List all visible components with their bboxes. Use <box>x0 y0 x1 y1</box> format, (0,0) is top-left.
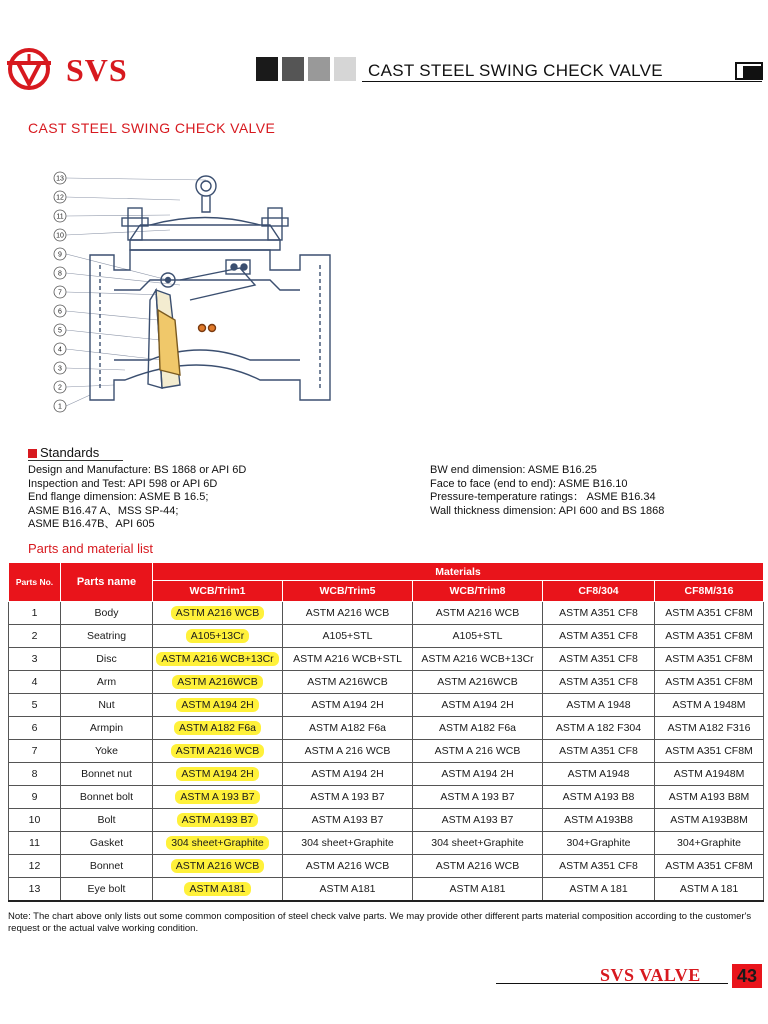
material-cell: ASTM A351 CF8 <box>543 602 655 625</box>
material-cell: ASTM A181 <box>413 878 543 902</box>
part-number-cell: 13 <box>9 878 61 902</box>
table-row <box>9 809 764 832</box>
material-cell: ASTM A351 CF8 <box>543 671 655 694</box>
material-cell: ASTM A 216 WCB <box>283 740 413 763</box>
table-row <box>9 602 764 625</box>
table-row <box>9 786 764 809</box>
part-number-cell: 6 <box>9 717 61 740</box>
material-cell: ASTM A1948 <box>543 763 655 786</box>
callout-leader <box>66 230 170 235</box>
part-number-cell: 10 <box>9 809 61 832</box>
material-cell: ASTM A351 CF8M <box>655 740 764 763</box>
material-cell: ASTM A351 CF8 <box>543 625 655 648</box>
material-cell: ASTM A351 CF8M <box>655 648 764 671</box>
material-cell: 304 sheet+Graphite <box>413 832 543 855</box>
section-title: CAST STEEL SWING CHECK VALVE <box>28 120 276 136</box>
callout-leader <box>66 311 158 320</box>
valve-cross-section-diagram <box>30 170 370 420</box>
highlighted-material: ASTM A216 WCB <box>171 859 264 873</box>
material-cell <box>153 625 283 648</box>
table-row <box>9 832 764 855</box>
material-cell <box>153 717 283 740</box>
table-row <box>9 740 764 763</box>
standard-item: Design and Manufacture: BS 1868 or API 6D <box>28 464 247 476</box>
header-rule <box>362 81 762 82</box>
standards-rule <box>28 460 123 461</box>
table-row <box>9 855 764 878</box>
material-cell: ASTM A 181 <box>543 878 655 902</box>
standards-heading <box>28 445 99 460</box>
material-cell <box>153 648 283 671</box>
callout-leader <box>66 349 162 360</box>
table-row <box>9 763 764 786</box>
material-cell: ASTM A193 B7 <box>283 809 413 832</box>
highlighted-material: A105+13Cr <box>186 629 249 643</box>
part-number-cell: 8 <box>9 763 61 786</box>
standard-item: Inspection and Test: API 598 or API 6D <box>28 477 218 490</box>
heading-marker-icon <box>28 449 37 458</box>
page-number: 43 <box>732 964 762 988</box>
material-cell: ASTM A351 CF8 <box>543 740 655 763</box>
part-number-cell: 9 <box>9 786 61 809</box>
highlighted-material: ASTM A194 2H <box>176 698 258 712</box>
callout-number: 8 <box>58 270 62 278</box>
material-cell: ASTM A193 B8 <box>543 786 655 809</box>
part-name-cell: Arm <box>61 671 153 694</box>
material-cell: ASTM A351 CF8 <box>543 855 655 878</box>
part-number-cell: 11 <box>9 832 61 855</box>
material-cell: ASTM A216WCB <box>413 671 543 694</box>
material-cell: 304+Graphite <box>655 832 764 855</box>
material-cell: ASTM A 181 <box>655 878 764 902</box>
part-name-cell: Bonnet bolt <box>61 786 153 809</box>
material-cell: ASTM A 193 B7 <box>413 786 543 809</box>
callout-leader <box>66 292 166 295</box>
material-cell: ASTM A216 WCB <box>413 602 543 625</box>
part-number-cell: 5 <box>9 694 61 717</box>
col-header-parts-no: Parts No. <box>9 563 61 602</box>
header-title: CAST STEEL SWING CHECK VALVE <box>368 61 663 80</box>
material-cell: ASTM A 216 WCB <box>413 740 543 763</box>
material-cell <box>153 671 283 694</box>
material-cell: ASTM A193B8M <box>655 809 764 832</box>
callout-number: 13 <box>56 175 64 183</box>
highlighted-material: ASTM A182 F6a <box>174 721 261 735</box>
material-cell <box>153 786 283 809</box>
part-name-cell: Disc <box>61 648 153 671</box>
header-square-light <box>308 57 330 81</box>
part-name-cell: Bonnet nut <box>61 763 153 786</box>
table-row <box>9 625 764 648</box>
material-cell: ASTM A194 2H <box>413 694 543 717</box>
material-cell: ASTM A182 F6a <box>413 717 543 740</box>
material-cell: ASTM A216 WCB+STL <box>283 648 413 671</box>
callout-number: 2 <box>58 384 62 392</box>
material-cell: ASTM A193 B7 <box>413 809 543 832</box>
callout-leader <box>66 178 206 180</box>
part-name-cell: Eye bolt <box>61 878 153 902</box>
header-square-pale <box>334 57 356 81</box>
material-cell: ASTM A194 2H <box>283 694 413 717</box>
material-cell <box>153 694 283 717</box>
part-number-cell: 3 <box>9 648 61 671</box>
table-row <box>9 717 764 740</box>
material-cell: ASTM A216WCB <box>283 671 413 694</box>
highlighted-material: ASTM A216 WCB+13Cr <box>156 652 278 666</box>
part-number-cell: 2 <box>9 625 61 648</box>
material-cell: ASTM A351 CF8M <box>655 855 764 878</box>
parts-material-table <box>8 562 764 902</box>
part-name-cell: Seatring <box>61 625 153 648</box>
col-header-material: WCB/Trim1 <box>153 581 283 602</box>
material-cell: ASTM A 193 B7 <box>283 786 413 809</box>
callout-number: 4 <box>58 346 62 354</box>
callout-number: 5 <box>58 327 62 335</box>
material-cell: ASTM A194 2H <box>413 763 543 786</box>
callout-leader <box>66 254 168 280</box>
material-cell: ASTM A194 2H <box>283 763 413 786</box>
material-cell: A105+STL <box>413 625 543 648</box>
callout-number: 9 <box>58 251 62 259</box>
material-cell: ASTM A216 WCB <box>413 855 543 878</box>
standards-right-column <box>430 464 664 518</box>
part-number-cell: 4 <box>9 671 61 694</box>
callout-number: 10 <box>56 232 64 240</box>
part-name-cell: Bonnet <box>61 855 153 878</box>
parts-heading: Parts and material list <box>28 541 153 556</box>
part-name-cell: Armpin <box>61 717 153 740</box>
standard-item: ASME B16.47 A、MSS SP-44; <box>28 504 179 517</box>
material-cell <box>153 740 283 763</box>
table-row <box>9 671 764 694</box>
table-row <box>9 878 764 902</box>
material-cell: ASTM A 182 F304 <box>543 717 655 740</box>
footnote: Note: The chart above only lists out some common composition of steel check valve parts. We may provide other different parts material composition according to the customer's request or the actual valve working condition. <box>8 911 752 934</box>
part-name-cell: Nut <box>61 694 153 717</box>
material-cell: ASTM A 1948 <box>543 694 655 717</box>
part-name-cell: Bolt <box>61 809 153 832</box>
material-cell <box>153 763 283 786</box>
part-name-cell: Body <box>61 602 153 625</box>
col-header-material: CF8/304 <box>543 581 655 602</box>
highlighted-material: ASTM A216WCB <box>172 675 263 689</box>
material-cell: ASTM A181 <box>283 878 413 902</box>
standard-item: ASME B16.47B、API 605 <box>28 518 155 530</box>
material-cell <box>153 855 283 878</box>
callout-number: 1 <box>58 403 62 411</box>
material-cell: ASTM A193 B8M <box>655 786 764 809</box>
callout-number: 3 <box>58 365 62 373</box>
material-cell <box>153 602 283 625</box>
brand-logo-icon <box>6 46 52 92</box>
callout-leader <box>66 215 170 216</box>
highlighted-material: ASTM A181 <box>184 882 250 896</box>
brand-name: SVS <box>66 52 128 88</box>
callout-leader <box>66 368 125 370</box>
highlighted-material: ASTM A193 B7 <box>177 813 259 827</box>
material-cell: ASTM A182 F316 <box>655 717 764 740</box>
part-name-cell: Yoke <box>61 740 153 763</box>
material-cell: ASTM A216 WCB <box>283 855 413 878</box>
callout-number: 11 <box>56 213 64 221</box>
material-cell: 304 sheet+Graphite <box>283 832 413 855</box>
standards-left-column <box>28 464 246 532</box>
material-cell: ASTM A182 F6a <box>283 717 413 740</box>
col-header-materials: Materials <box>153 563 764 581</box>
material-cell: A105+STL <box>283 625 413 648</box>
table-row <box>9 694 764 717</box>
col-header-parts-name: Parts name <box>61 563 153 602</box>
standard-item: BW end dimension: ASME B16.25 <box>430 464 597 476</box>
callout-leader <box>66 395 90 406</box>
material-cell: ASTM A351 CF8M <box>655 671 764 694</box>
material-cell: ASTM A1948M <box>655 763 764 786</box>
header-end-mark <box>735 62 763 80</box>
standard-item: Wall thickness dimension: API 600 and BS 1868 <box>430 504 665 517</box>
highlighted-material: 304 sheet+Graphite <box>166 836 269 850</box>
part-number-cell: 12 <box>9 855 61 878</box>
highlighted-material: ASTM A216 WCB <box>171 744 264 758</box>
header-square-dark <box>256 57 278 81</box>
material-cell: ASTM A216 WCB <box>283 602 413 625</box>
callout-leader <box>66 197 180 200</box>
material-cell: ASTM A351 CF8M <box>655 602 764 625</box>
standard-item: End flange dimension: ASME B 16.5; <box>28 491 209 503</box>
col-header-material: WCB/Trim5 <box>283 581 413 602</box>
material-cell <box>153 832 283 855</box>
material-cell: ASTM A351 CF8M <box>655 625 764 648</box>
header-square-mid <box>282 57 304 81</box>
material-cell: ASTM A193B8 <box>543 809 655 832</box>
standard-item: Pressure-temperature ratings： ASME B16.34 <box>430 491 656 503</box>
highlighted-material: ASTM A 193 B7 <box>175 790 259 804</box>
part-number-cell: 1 <box>9 602 61 625</box>
material-cell <box>153 878 283 902</box>
callout-number: 6 <box>58 308 62 316</box>
material-cell: ASTM A216 WCB+13Cr <box>413 648 543 671</box>
highlighted-material: ASTM A194 2H <box>176 767 258 781</box>
footer-brand: SVS VALVE <box>600 965 701 985</box>
col-header-material: CF8M/316 <box>655 581 764 602</box>
callout-leader <box>66 330 160 340</box>
callout-number: 7 <box>58 289 62 297</box>
highlighted-material: ASTM A216 WCB <box>171 606 264 620</box>
standards-heading-label: Standards <box>40 445 100 460</box>
table-row <box>9 648 764 671</box>
callout-number: 12 <box>56 194 64 202</box>
material-cell: ASTM A 1948M <box>655 694 764 717</box>
standard-item: Face to face (end to end): ASME B16.10 <box>430 477 628 490</box>
material-cell: ASTM A351 CF8 <box>543 648 655 671</box>
part-name-cell: Gasket <box>61 832 153 855</box>
material-cell <box>153 809 283 832</box>
material-cell: 304+Graphite <box>543 832 655 855</box>
part-number-cell: 7 <box>9 740 61 763</box>
col-header-material: WCB/Trim8 <box>413 581 543 602</box>
